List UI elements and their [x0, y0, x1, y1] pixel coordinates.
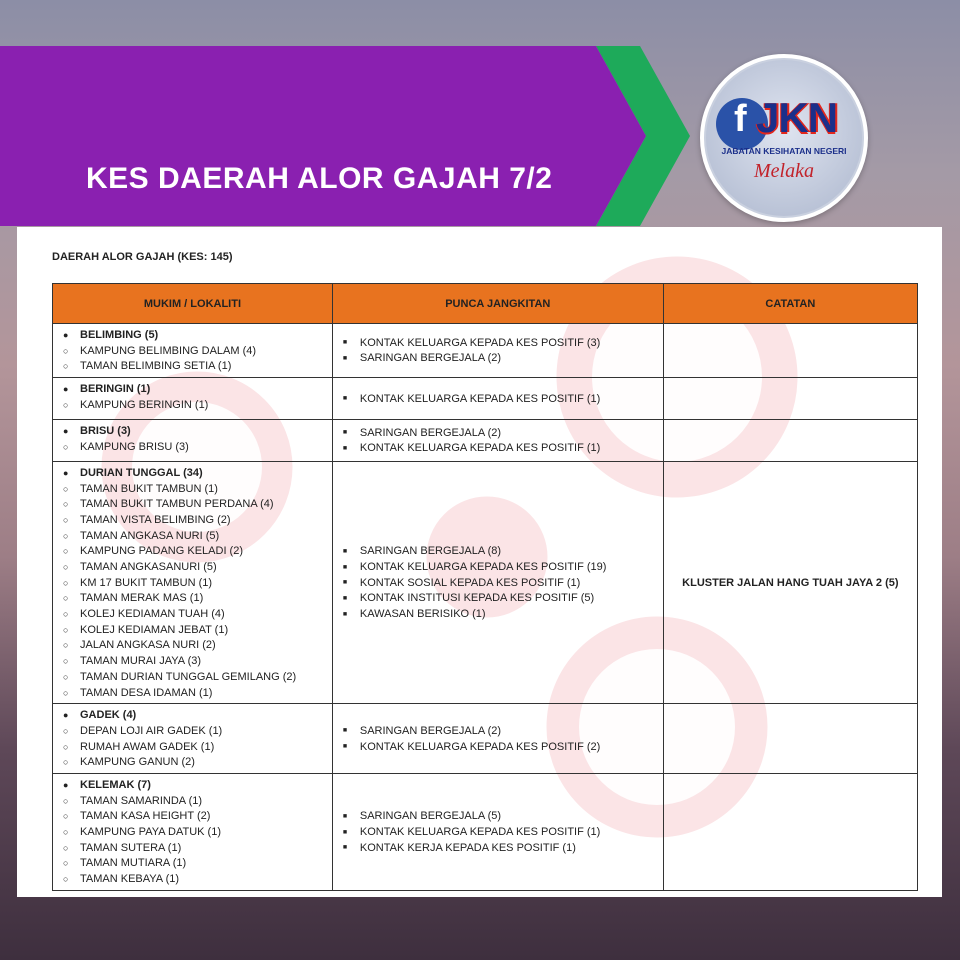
locality-name: TAMAN BUKIT TAMBUN (1) — [80, 482, 218, 495]
square-bullet-icon: ■ — [342, 743, 348, 751]
table-row — [53, 420, 918, 462]
locality-name: TAMAN BELIMBING SETIA (1) — [80, 360, 232, 373]
mukim-name: BERINGIN (1) — [80, 382, 151, 395]
district-heading: DAERAH ALOR GAJAH (KES: 145) — [52, 251, 233, 263]
note-cell — [663, 324, 917, 378]
column-header-catatan: CATATAN — [663, 284, 917, 324]
square-bullet-icon: ■ — [342, 727, 348, 735]
square-bullet-icon: ■ — [342, 395, 348, 403]
circle-bullet-icon: ○ — [63, 795, 69, 806]
locality-name: JALAN ANGKASA NURI (2) — [80, 639, 216, 652]
column-header-mukim: MUKIM / LOKALITI — [53, 284, 333, 324]
infection-source: KONTAK KELUARGA KEPADA KES POSITIF (19) — [359, 561, 607, 574]
square-bullet-icon: ■ — [342, 812, 348, 820]
circle-bullet-icon: ○ — [63, 842, 69, 853]
locality-name: TAMAN ANGKASANURI (5) — [80, 561, 217, 574]
infection-source: SARINGAN BERGEJALA (2) — [359, 426, 502, 439]
bullet-icon: ● — [63, 329, 69, 340]
circle-bullet-icon: ○ — [63, 361, 69, 372]
note-cell — [663, 378, 917, 420]
circle-bullet-icon: ○ — [63, 858, 69, 869]
locality-name: KAMPUNG PAYA DATUK (1) — [80, 826, 221, 839]
circle-bullet-icon: ○ — [63, 345, 69, 356]
column-header-punca: PUNCA JANGKITAN — [332, 284, 663, 324]
locality-name: TAMAN DESA IDAMAN (1) — [80, 686, 213, 699]
circle-bullet-icon: ○ — [63, 399, 69, 410]
infection-source: SARINGAN BERGEJALA (5) — [359, 810, 502, 823]
bullet-icon: ● — [63, 779, 69, 790]
locality-name: RUMAH AWAM GADEK (1) — [80, 740, 215, 753]
logo-state: Melaka — [754, 160, 814, 182]
square-bullet-icon: ■ — [342, 444, 348, 452]
locality-name: TAMAN SUTERA (1) — [80, 841, 182, 854]
locality-name: TAMAN BUKIT TAMBUN PERDANA (4) — [80, 498, 274, 511]
source-cell — [332, 704, 663, 774]
infection-source: KAWASAN BERISIKO (1) — [359, 608, 486, 621]
square-bullet-icon: ■ — [342, 579, 348, 587]
mukim-name: BRISU (3) — [80, 424, 131, 437]
note-cell — [663, 704, 917, 774]
circle-bullet-icon: ○ — [63, 546, 69, 557]
infection-source: KONTAK INSTITUSI KEPADA KES POSITIF (5) — [359, 592, 595, 605]
locality-name: KOLEJ KEDIAMAN JEBAT (1) — [80, 623, 229, 636]
circle-bullet-icon: ○ — [63, 441, 69, 452]
infection-source: KONTAK KELUARGA KEPADA KES POSITIF (1) — [359, 442, 601, 455]
bullet-icon: ● — [63, 467, 69, 478]
circle-bullet-icon: ○ — [63, 725, 69, 736]
jkn-logo — [700, 54, 868, 222]
infection-source: KONTAK SOSIAL KEPADA KES POSITIF (1) — [359, 576, 581, 589]
circle-bullet-icon: ○ — [63, 874, 69, 885]
circle-bullet-icon: ○ — [63, 656, 69, 667]
square-bullet-icon: ■ — [342, 844, 348, 852]
bullet-icon: ● — [63, 383, 69, 394]
locality-name: TAMAN MURAI JAYA (3) — [80, 655, 202, 668]
circle-bullet-icon: ○ — [63, 624, 69, 635]
infection-source: KONTAK KELUARGA KEPADA KES POSITIF (1) — [359, 826, 601, 839]
infection-source: KONTAK KELUARGA KEPADA KES POSITIF (1) — [359, 392, 601, 405]
locality-name: TAMAN MERAK MAS (1) — [80, 592, 204, 605]
logo-f: f — [734, 98, 747, 140]
table-row — [53, 704, 918, 774]
infection-source: KONTAK KERJA KEPADA KES POSITIF (1) — [359, 841, 576, 854]
locality-name: KAMPUNG BRISU (3) — [80, 440, 189, 453]
mukim-name: GADEK (4) — [80, 709, 137, 722]
bullet-icon: ● — [63, 425, 69, 436]
infection-source: SARINGAN BERGEJALA (2) — [359, 352, 502, 365]
locality-name: TAMAN KEBAYA (1) — [80, 873, 180, 886]
square-bullet-icon: ■ — [342, 828, 348, 836]
circle-bullet-icon: ○ — [63, 499, 69, 510]
note-cell — [663, 420, 917, 462]
locality-name: TAMAN ANGKASA NURI (5) — [80, 529, 220, 542]
circle-bullet-icon: ○ — [63, 514, 69, 525]
source-cell — [332, 378, 663, 420]
mukim-cell — [53, 704, 333, 774]
locality-name: TAMAN VISTA BELIMBING (2) — [80, 513, 231, 526]
logo-fullname: JABATAN KESIHATAN NEGERI — [721, 146, 847, 156]
locality-name: TAMAN DURIAN TUNGGAL GEMILANG (2) — [80, 670, 297, 683]
circle-bullet-icon: ○ — [63, 741, 69, 752]
square-bullet-icon: ■ — [342, 339, 348, 347]
source-cell — [332, 420, 663, 462]
circle-bullet-icon: ○ — [63, 483, 69, 494]
infection-source: KONTAK KELUARGA KEPADA KES POSITIF (3) — [359, 336, 601, 349]
circle-bullet-icon: ○ — [63, 530, 69, 541]
table-row — [53, 462, 918, 704]
circle-bullet-icon: ○ — [63, 671, 69, 682]
square-bullet-icon: ■ — [342, 610, 348, 618]
mukim-name: KELEMAK (7) — [80, 778, 151, 791]
square-bullet-icon: ■ — [342, 594, 348, 602]
note-cell: KLUSTER JALAN HANG TUAH JAYA 2 (5) — [663, 462, 917, 704]
locality-name: DEPAN LOJI AIR GADEK (1) — [80, 724, 223, 737]
logo-jkn: JKN — [756, 94, 838, 141]
mukim-cell — [53, 420, 333, 462]
locality-name: TAMAN MUTIARA (1) — [80, 857, 187, 870]
circle-bullet-icon: ○ — [63, 562, 69, 573]
square-bullet-icon: ■ — [342, 429, 348, 437]
mukim-cell — [53, 774, 333, 891]
table-row — [53, 324, 918, 378]
note-cell — [663, 774, 917, 891]
table-row — [53, 378, 918, 420]
mukim-name: DURIAN TUNGGAL (34) — [80, 466, 203, 479]
locality-name: KAMPUNG PADANG KELADI (2) — [80, 545, 243, 558]
locality-name: TAMAN KASA HEIGHT (2) — [80, 810, 211, 823]
infection-source: SARINGAN BERGEJALA (2) — [359, 724, 502, 737]
document-sheet — [17, 227, 942, 897]
circle-bullet-icon: ○ — [63, 640, 69, 651]
locality-name: KM 17 BUKIT TAMBUN (1) — [80, 576, 213, 589]
mukim-cell — [53, 378, 333, 420]
circle-bullet-icon: ○ — [63, 827, 69, 838]
locality-name: KAMPUNG BERINGIN (1) — [80, 398, 209, 411]
locality-name: KOLEJ KEDIAMAN TUAH (4) — [80, 608, 225, 621]
source-cell — [332, 462, 663, 704]
source-cell — [332, 324, 663, 378]
mukim-cell — [53, 462, 333, 704]
banner-shape — [0, 46, 690, 226]
circle-bullet-icon: ○ — [63, 577, 69, 588]
case-table — [52, 283, 918, 891]
circle-bullet-icon: ○ — [63, 811, 69, 822]
circle-bullet-icon: ○ — [63, 687, 69, 698]
table-row — [53, 774, 918, 891]
bullet-icon: ● — [63, 710, 69, 721]
infection-source: SARINGAN BERGEJALA (8) — [359, 545, 502, 558]
square-bullet-icon: ■ — [342, 354, 348, 362]
mukim-cell — [53, 324, 333, 378]
locality-name: KAMPUNG BELIMBING DALAM (4) — [80, 344, 257, 357]
table-header-row — [53, 284, 918, 324]
square-bullet-icon: ■ — [342, 547, 348, 555]
mukim-name: BELIMBING (5) — [80, 328, 159, 341]
locality-name: KAMPUNG GANUN (2) — [80, 756, 195, 769]
title-banner — [0, 46, 690, 226]
page-title: KES DAERAH ALOR GAJAH 7/2 — [86, 162, 553, 195]
square-bullet-icon: ■ — [342, 563, 348, 571]
circle-bullet-icon: ○ — [63, 593, 69, 604]
locality-name: TAMAN SAMARINDA (1) — [80, 794, 203, 807]
source-cell — [332, 774, 663, 891]
circle-bullet-icon: ○ — [63, 757, 69, 768]
circle-bullet-icon: ○ — [63, 609, 69, 620]
infection-source: KONTAK KELUARGA KEPADA KES POSITIF (2) — [359, 740, 601, 753]
